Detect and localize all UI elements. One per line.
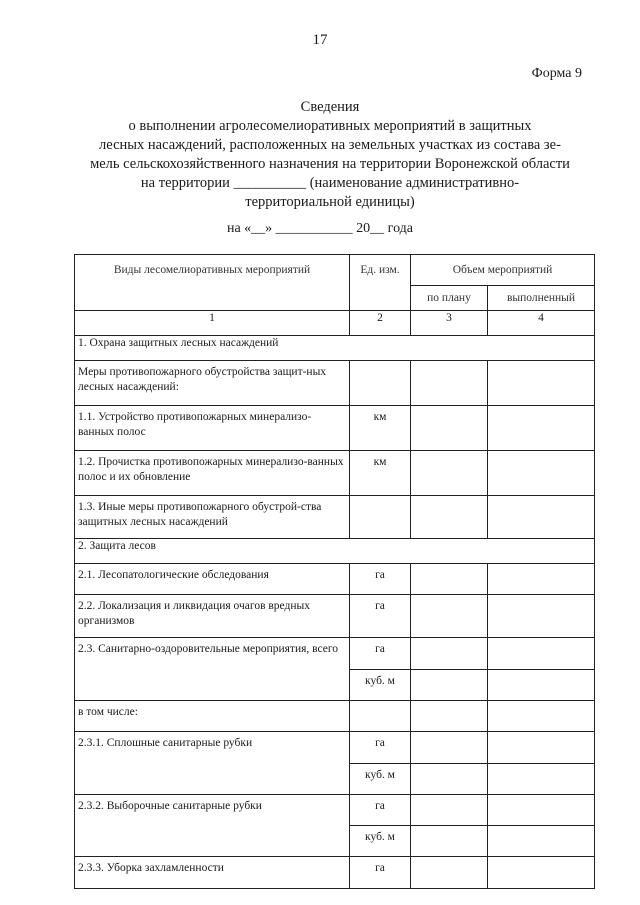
unit-cell: га bbox=[350, 795, 411, 826]
column-number: 4 bbox=[488, 311, 595, 336]
row-name: в том числе: bbox=[75, 701, 350, 732]
planned-cell[interactable] bbox=[411, 764, 488, 795]
unit-cell[interactable] bbox=[350, 496, 411, 539]
table-row bbox=[75, 361, 595, 406]
table-row bbox=[75, 732, 595, 764]
planned-cell[interactable] bbox=[411, 732, 488, 764]
table-row bbox=[75, 451, 595, 496]
planned-cell[interactable] bbox=[411, 638, 488, 670]
table-row bbox=[75, 595, 595, 638]
title-line: о выполнении агролесомелиоративных мероприятий в защитных bbox=[128, 118, 532, 134]
planned-cell[interactable] bbox=[411, 826, 488, 857]
column-number: 3 bbox=[411, 311, 488, 336]
title-line: лесных насаждений, расположенных на земельных участках из состава зе- bbox=[99, 137, 561, 153]
table-row bbox=[75, 496, 595, 539]
header-volume: Объем мероприятий bbox=[411, 255, 595, 286]
completed-cell[interactable] bbox=[488, 638, 595, 670]
row-name: 2.1. Лесопатологические обследования bbox=[75, 564, 350, 595]
unit-cell: га bbox=[350, 732, 411, 764]
planned-cell[interactable] bbox=[411, 701, 488, 732]
report-table bbox=[74, 254, 595, 889]
table-row bbox=[75, 701, 595, 732]
title-line: территориальной единицы) bbox=[245, 194, 415, 210]
planned-cell[interactable] bbox=[411, 595, 488, 638]
row-name: 2.2. Локализация и ликвидация очагов вредных организмов bbox=[75, 595, 350, 638]
completed-cell[interactable] bbox=[488, 361, 595, 406]
row-name: 2.3.2. Выборочные санитарные рубки bbox=[75, 795, 350, 857]
section-title: 2. Защита лесов bbox=[75, 539, 595, 564]
completed-cell[interactable] bbox=[488, 701, 595, 732]
row-name: 1.2. Прочистка противопожарных минерализо-ванных полос и их обновление bbox=[75, 451, 350, 496]
header-planned: по плану bbox=[411, 286, 488, 311]
title-line: Сведения bbox=[300, 99, 360, 115]
header-row bbox=[75, 255, 595, 286]
unit-cell: км bbox=[350, 451, 411, 496]
completed-cell[interactable] bbox=[488, 795, 595, 826]
table-row bbox=[75, 564, 595, 595]
row-name: 1.1. Устройство противопожарных минерализо-ванных полос bbox=[75, 406, 350, 451]
unit-cell: га bbox=[350, 595, 411, 638]
unit-cell: га bbox=[350, 638, 411, 670]
completed-cell[interactable] bbox=[488, 826, 595, 857]
completed-cell[interactable] bbox=[488, 732, 595, 764]
completed-cell[interactable] bbox=[488, 595, 595, 638]
title-line: мель сельскохозяйственного назначения на территории Воронежской области bbox=[90, 156, 570, 172]
planned-cell[interactable] bbox=[411, 857, 488, 889]
unit-cell[interactable] bbox=[350, 701, 411, 732]
completed-cell[interactable] bbox=[488, 406, 595, 451]
row-name: 2.3. Санитарно-оздоровительные мероприятия, всего bbox=[75, 638, 350, 701]
unit-cell: куб. м bbox=[350, 826, 411, 857]
row-name: Меры противопожарного обустройства защит-ных лесных насаждений: bbox=[75, 361, 350, 406]
column-number: 2 bbox=[350, 311, 411, 336]
section-row bbox=[75, 336, 595, 361]
unit-cell: куб. м bbox=[350, 764, 411, 795]
completed-cell[interactable] bbox=[488, 857, 595, 889]
unit-cell: км bbox=[350, 406, 411, 451]
row-name: 1.3. Иные меры противопожарного обустрой-ства защитных лесных насаждений bbox=[75, 496, 350, 539]
planned-cell[interactable] bbox=[411, 361, 488, 406]
column-number: 1 bbox=[75, 311, 350, 336]
header-completed: выполненный bbox=[488, 286, 595, 311]
row-name: 2.3.3. Уборка захламленности bbox=[75, 857, 350, 889]
header-unit: Ед. изм. bbox=[350, 255, 411, 311]
completed-cell[interactable] bbox=[488, 564, 595, 595]
header-activities: Виды лесомелиоративных мероприятий bbox=[75, 255, 350, 311]
completed-cell[interactable] bbox=[488, 670, 595, 701]
table-row bbox=[75, 638, 595, 670]
title-line: на территории __________ (наименование административно- bbox=[140, 175, 520, 191]
unit-cell: куб. м bbox=[350, 670, 411, 701]
report-date-line: на «__» ___________ 20__ года bbox=[226, 221, 414, 236]
row-name: 2.3.1. Сплошные санитарные рубки bbox=[75, 732, 350, 795]
table-row bbox=[75, 406, 595, 451]
planned-cell[interactable] bbox=[411, 564, 488, 595]
planned-cell[interactable] bbox=[411, 451, 488, 496]
document-title bbox=[80, 98, 580, 212]
section-title: 1. Охрана защитных лесных насаждений bbox=[75, 336, 595, 361]
completed-cell[interactable] bbox=[488, 764, 595, 795]
unit-cell: га bbox=[350, 564, 411, 595]
table-row bbox=[75, 857, 595, 889]
completed-cell[interactable] bbox=[488, 496, 595, 539]
completed-cell[interactable] bbox=[488, 451, 595, 496]
table-row bbox=[75, 795, 595, 826]
planned-cell[interactable] bbox=[411, 795, 488, 826]
unit-cell[interactable] bbox=[350, 361, 411, 406]
column-numbers-row bbox=[75, 311, 595, 336]
planned-cell[interactable] bbox=[411, 670, 488, 701]
page-number: 17 bbox=[312, 32, 328, 48]
form-label: Форма 9 bbox=[531, 66, 582, 81]
planned-cell[interactable] bbox=[411, 406, 488, 451]
unit-cell: га bbox=[350, 857, 411, 889]
planned-cell[interactable] bbox=[411, 496, 488, 539]
section-row bbox=[75, 539, 595, 564]
